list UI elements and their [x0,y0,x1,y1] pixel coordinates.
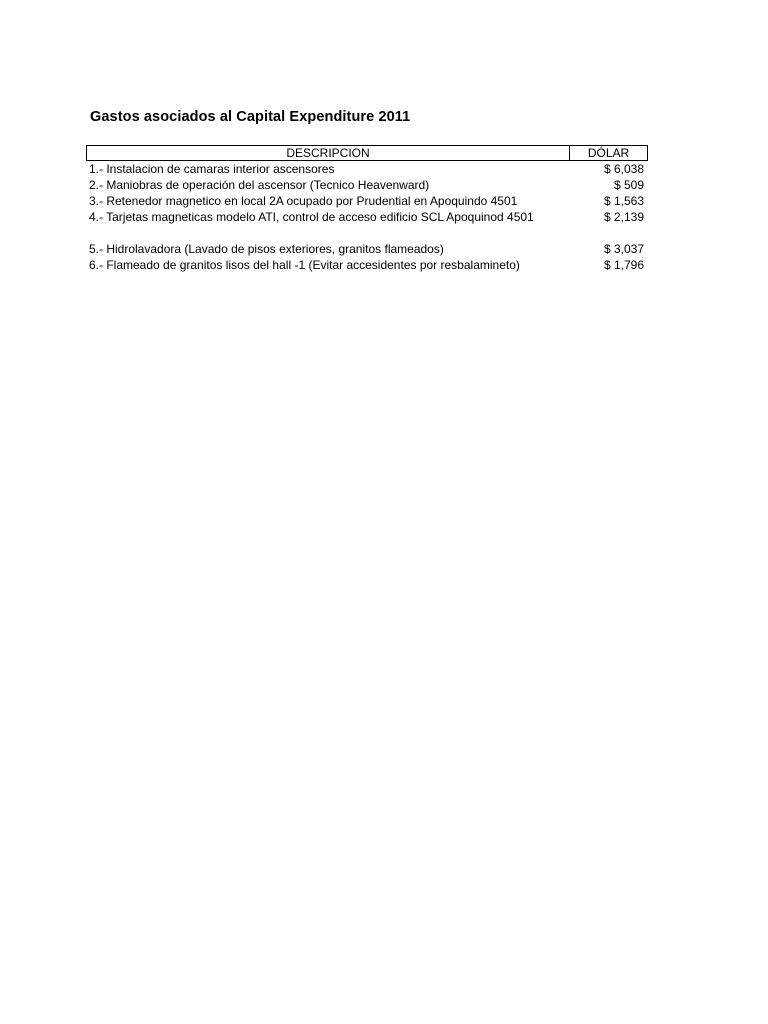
row-amount: $ 6,038 [603,162,644,176]
row-description: 4.- Tarjetas magneticas modelo ATI, control de acceso edificio SCL Apoquinod 4501 [89,210,534,224]
row-description: 1.- Instalacion de camaras interior ascensores [89,162,335,176]
row-description: 3.- Retenedor magnetico en local 2A ocupado por Prudential en Apoquindo 4501 [89,194,518,208]
row-amount: $ 2,139 [603,210,644,224]
row-amount: $ 509 [613,178,644,192]
table-row [86,161,648,177]
row-amount: $ 1,796 [603,258,644,272]
row-amount: $ 1,563 [603,194,644,208]
table-row [86,241,648,257]
table-row [86,257,648,273]
document-title: Gastos asociados al Capital Expenditure 2011 [90,109,411,125]
row-amount: $ 3,037 [603,242,644,256]
header-description: DESCRIPCION [87,146,570,160]
header-amount: DÓLAR [587,146,630,160]
table-header [86,145,648,161]
table-row [86,193,648,209]
row-description: 6.- Flameado de granitos lisos del hall -1 (Evitar accesidentes por resbalamineto) [89,258,520,272]
expense-table [86,145,648,273]
row-description: 2.- Maniobras de operación del ascensor (Tecnico Heavenward) [89,178,430,192]
row-description: 5.- Hidrolavadora (Lavado de pisos exteriores, granitos flameados) [89,242,444,256]
table-row [86,209,648,225]
table-row [86,177,648,193]
